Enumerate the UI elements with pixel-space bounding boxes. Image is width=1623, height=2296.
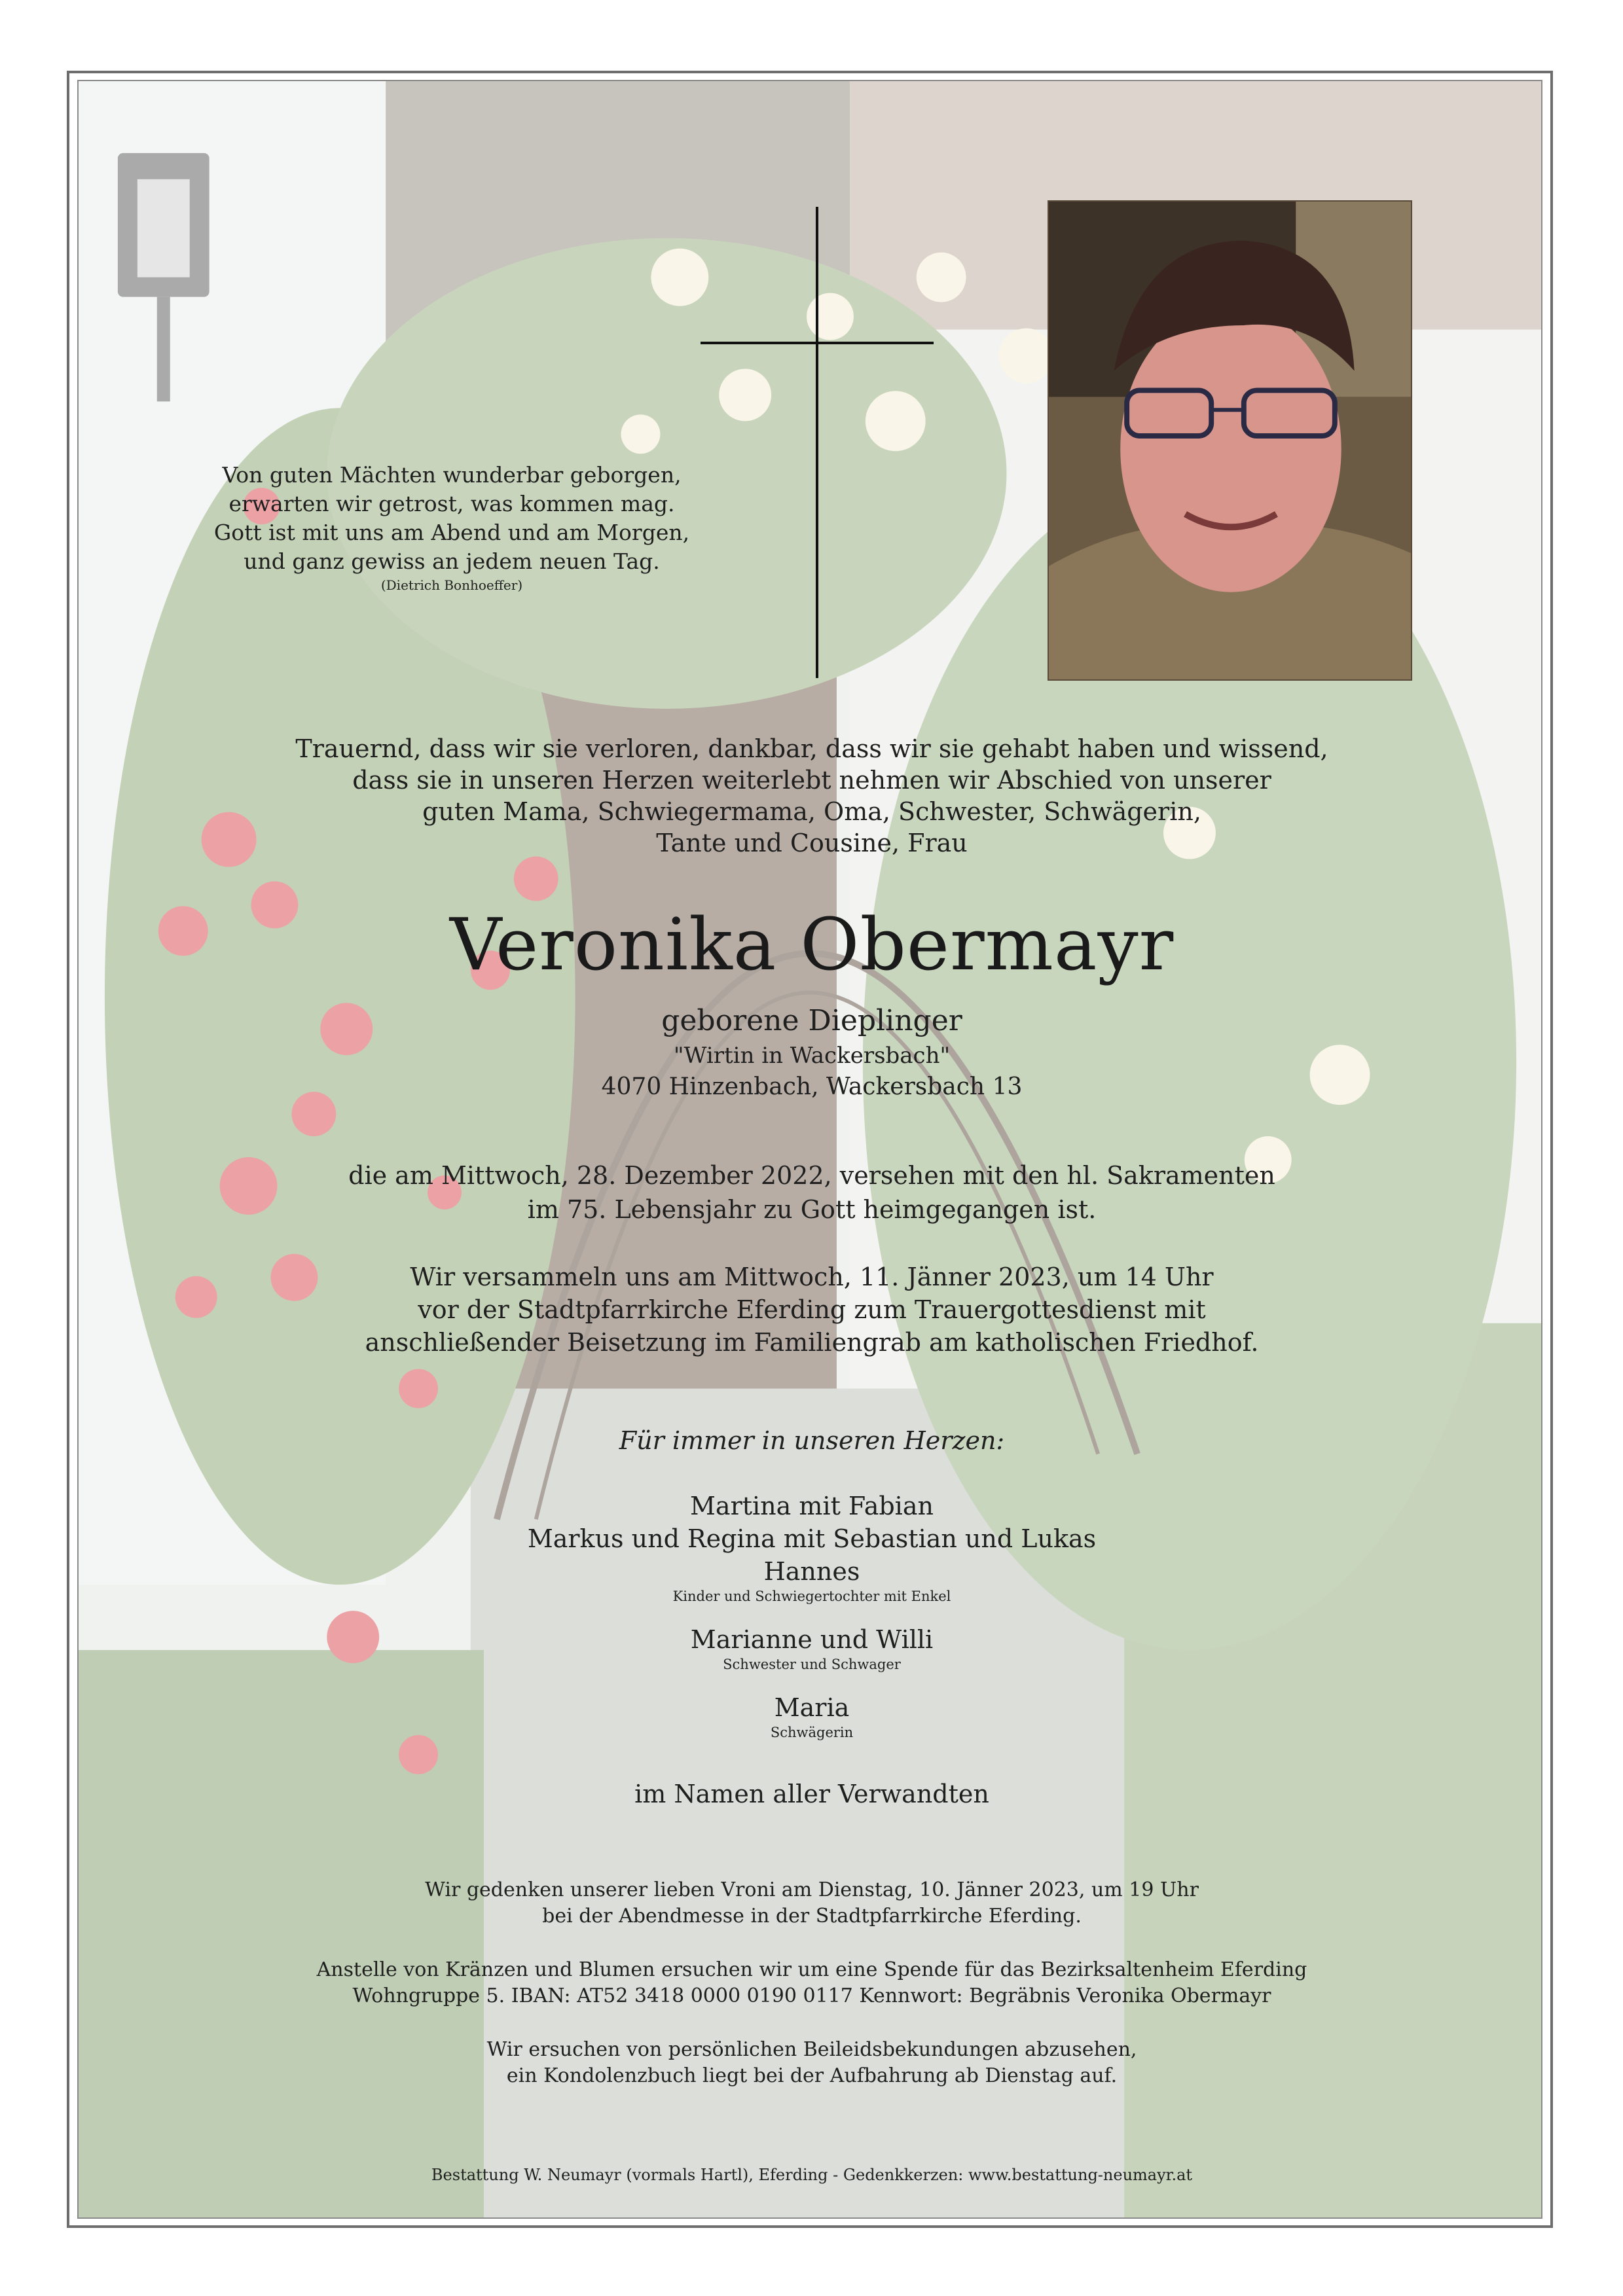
poem-attribution: (Dietrich Bonhoeffer) [380,577,523,593]
nickname: "Wirtin in Wackersbach" [673,1043,951,1069]
condolence-note [196,2037,1427,2089]
mourner-relation: Schwägerin [770,1725,854,1740]
note-line: Anstelle von Kränzen und Blumen ersuchen wir um eine Spende für das Bezirksaltenheim Eferding [316,1958,1307,1981]
signoff: im Namen aller Verwandten [634,1780,989,1808]
intro-text [196,733,1427,859]
portrait-photo [1048,200,1412,681]
mourner-name: Marianne und Willi [690,1625,934,1654]
poem-line: erwarten wir getrost, was kommen mag. [228,491,675,516]
note-line: Wir gedenken unserer lieben Vroni am Dienstag, 10. Jänner 2023, um 19 Uhr [425,1878,1199,1901]
donation-note [196,1957,1427,2009]
poem [157,461,746,593]
mourners-heading: Für immer in unseren Herzen: [619,1426,1005,1455]
mourner-name: Markus und Regina mit Sebastian und Lukas [527,1524,1097,1553]
deceased-name: Veronika Obermayr [449,903,1175,986]
mourner-group [196,1623,1427,1673]
intro-line: Trauernd, dass wir sie verloren, dankbar, dass wir sie gehabt haben und wissend, [295,734,1328,763]
death-text [196,1158,1427,1227]
birth-name: geborene Dieplinger [661,1004,962,1037]
service-line: Wir versammeln uns am Mittwoch, 11. Jänner 2023, um 14 Uhr [410,1263,1214,1291]
mourner-name: Maria [774,1693,850,1722]
service-line: vor der Stadtpfarrkirche Eferding zum Trauergottesdienst mit [418,1295,1206,1324]
cross-icon [701,207,934,678]
note-line: bei der Abendmesse in der Stadtpfarrkirche Eferding. [542,1905,1082,1928]
service-line: anschließender Beisetzung im Familiengrab am katholischen Friedhof. [365,1328,1259,1357]
death-line: im 75. Lebensjahr zu Gott heimgegangen ist. [527,1195,1097,1224]
poem-line: Gott ist mit uns am Abend und am Morgen, [213,520,690,545]
mourner-name: Hannes [763,1557,860,1586]
death-line: die am Mittwoch, 28. Dezember 2022, versehen mit den hl. Sakramenten [348,1161,1275,1190]
memorial-mass-note [196,1877,1427,1929]
address: 4070 Hinzenbach, Wackersbach 13 [601,1073,1023,1100]
note-line: Wir ersuchen von persönlichen Beileidsbekundungen abzusehen, [486,2038,1137,2061]
note-line: Wohngruppe 5. IBAN: AT52 3418 0000 0190 0117 Kennwort: Begräbnis Veronika Obermayr [352,1984,1271,2007]
intro-line: dass sie in unseren Herzen weiterlebt nehmen wir Abschied von unserer [352,766,1271,795]
mourner-group [196,1691,1427,1741]
service-text [196,1261,1427,1359]
mourner-relation: Kinder und Schwiegertochter mit Enkel [672,1588,951,1604]
intro-line: guten Mama, Schwiegermama, Oma, Schwester, Schwägerin, [422,797,1201,826]
intro-line: Tante und Cousine, Frau [656,829,968,857]
mourner-name: Martina mit Fabian [690,1492,934,1520]
mourner-relation: Schwester und Schwager [723,1657,901,1672]
poem-line: und ganz gewiss an jedem neuen Tag. [244,548,660,574]
note-line: ein Kondolenzbuch liegt bei der Aufbahrung ab Dienstag auf. [506,2064,1118,2087]
mourner-group [196,1490,1427,1605]
poem-line: Von guten Mächten wunderbar geborgen, [222,462,682,488]
mourners-list [196,1490,1427,1759]
footer-credit: Bestattung W. Neumayr (vormals Hartl), Eferding - Gedenkkerzen: www.bestattung-neumayr.at [431,2166,1193,2184]
